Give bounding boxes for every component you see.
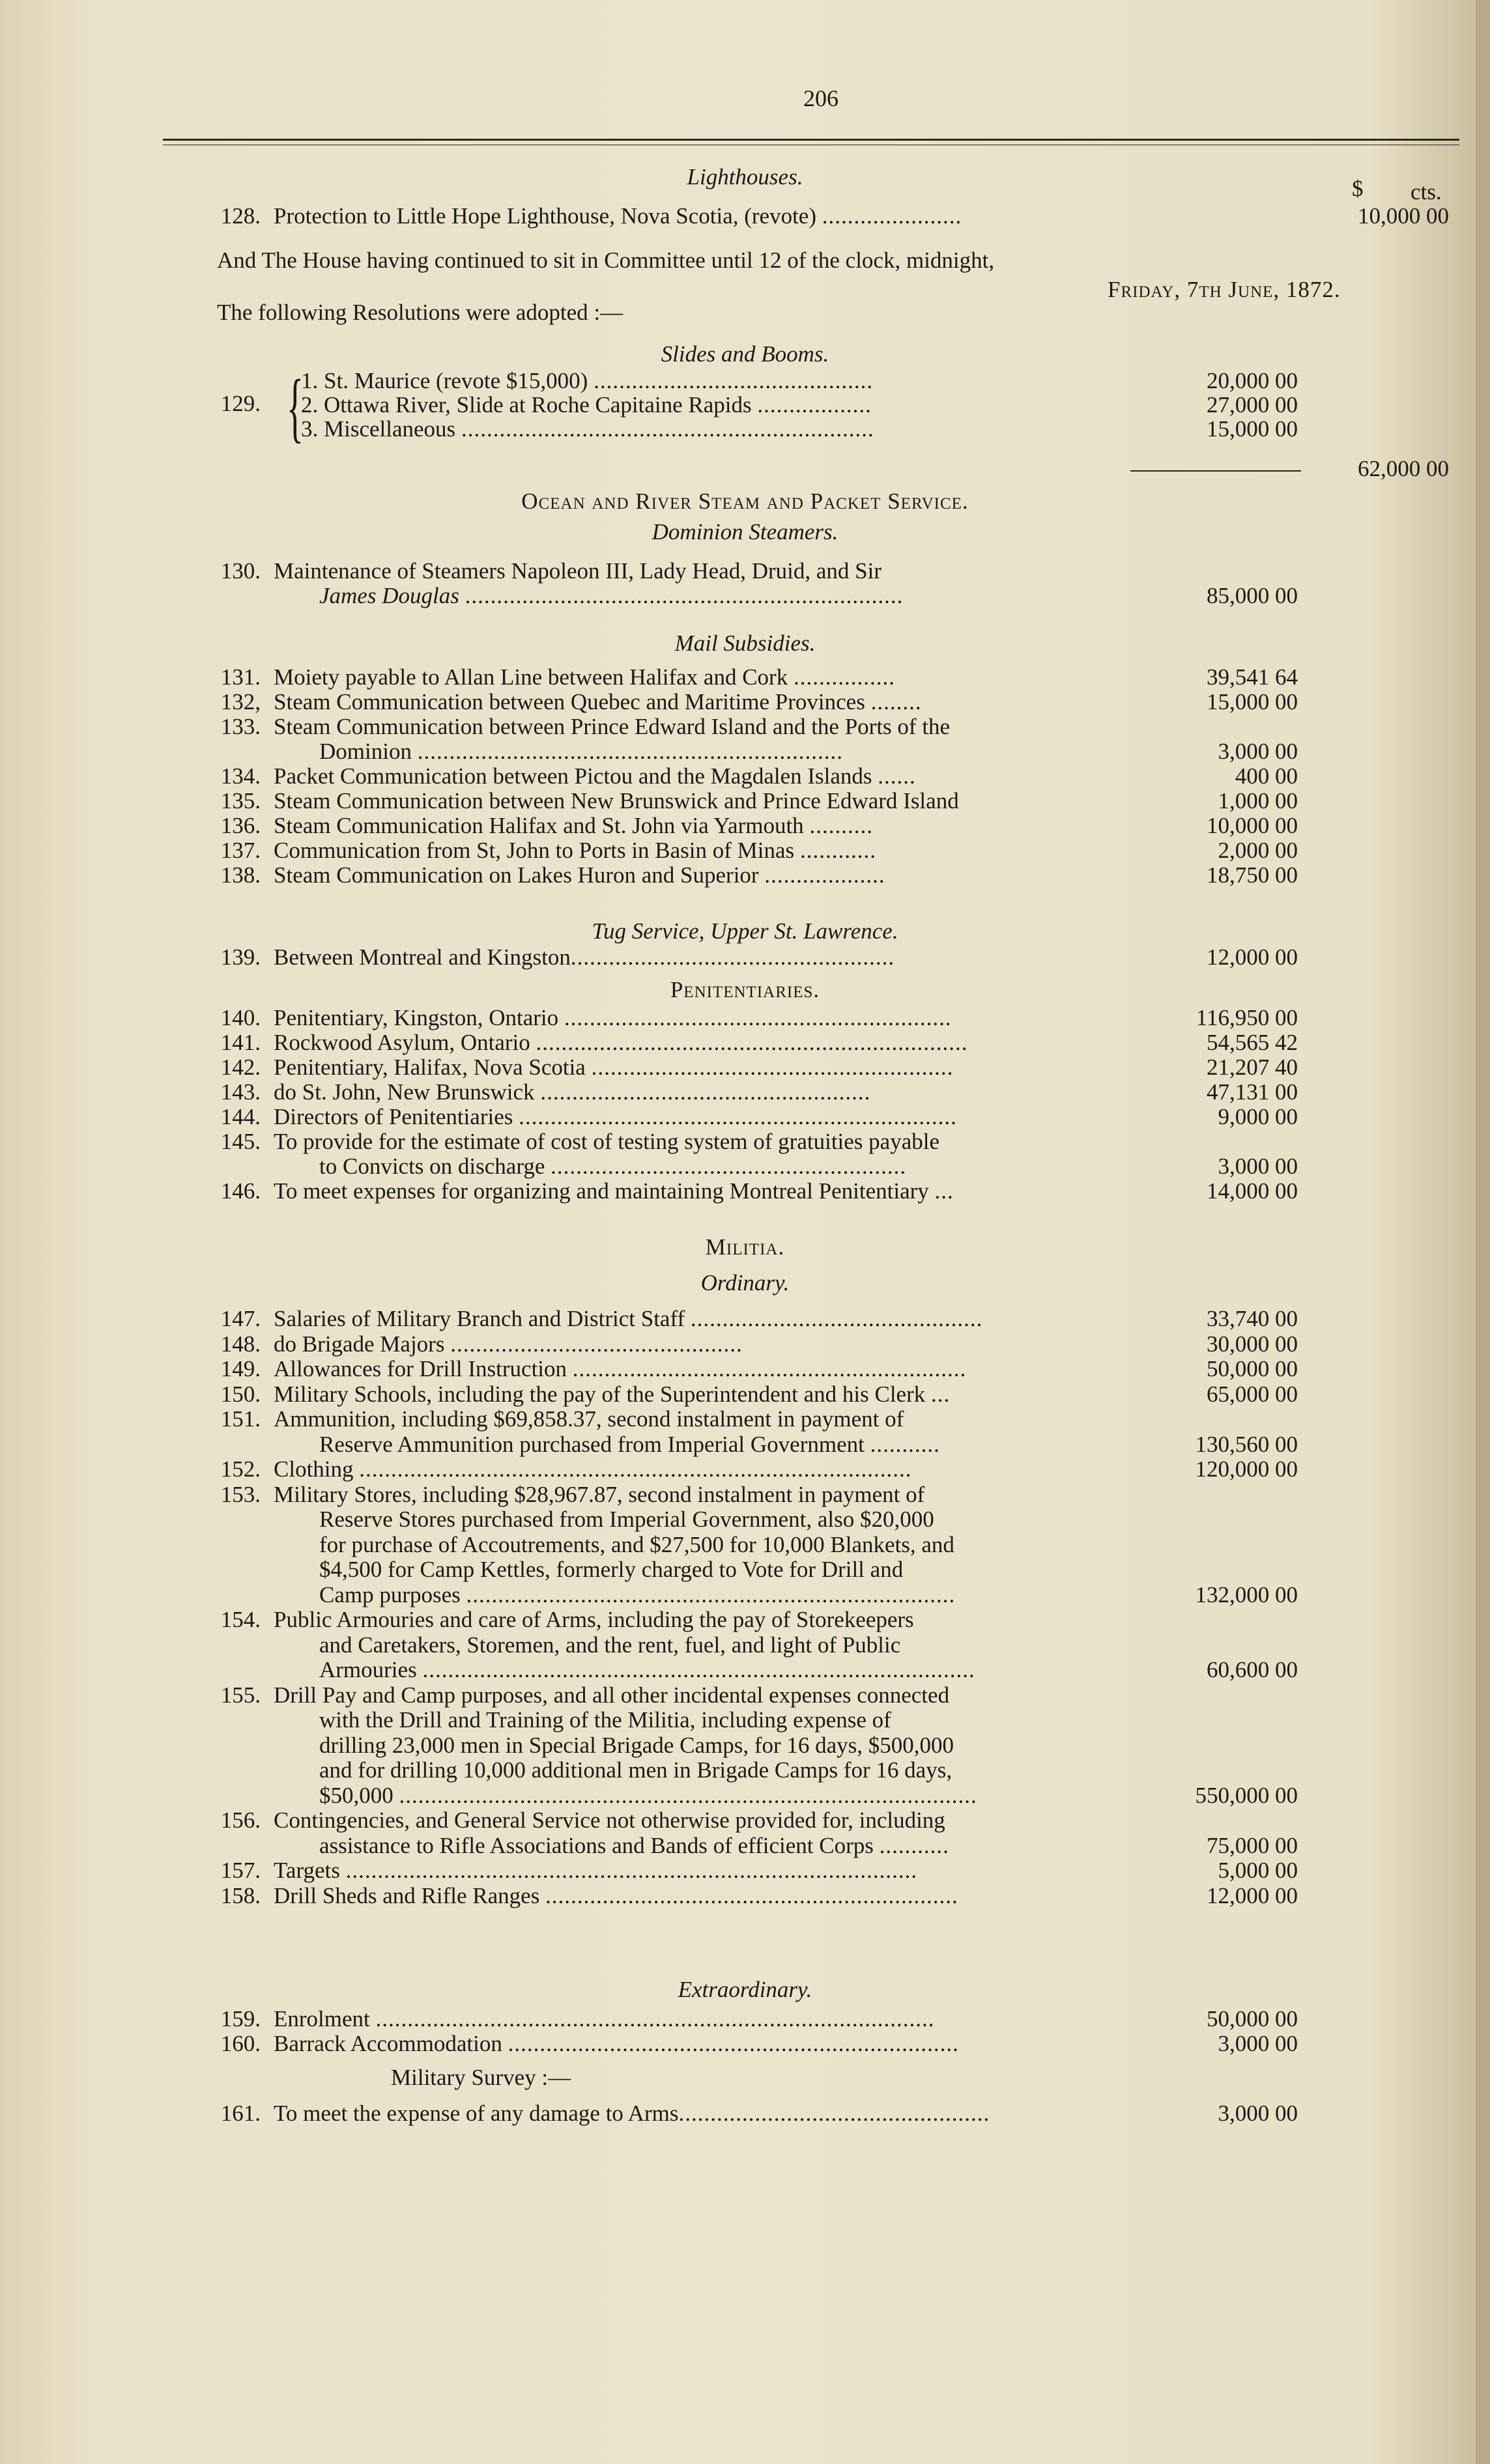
item-number: 155. bbox=[220, 1682, 261, 1708]
item-amount: 54,565 42 bbox=[1207, 1030, 1298, 1055]
item-number: 153. bbox=[220, 1481, 261, 1507]
item-amount: 400 00 bbox=[1235, 763, 1298, 789]
item-amount: 2,000 00 bbox=[1218, 838, 1298, 863]
item-amount: 10,000 00 bbox=[1207, 813, 1298, 838]
leader-dots: ........................................................................................ bbox=[375, 2006, 935, 2032]
item-text: Penitentiary, Halifax, Nova Scotia bbox=[274, 1055, 586, 1080]
item-number: 158. bbox=[220, 1882, 261, 1908]
item-amount: 9,000 00 bbox=[1218, 1104, 1298, 1129]
military-survey-heading: Military Survey :— bbox=[391, 2065, 571, 2090]
cents-column-label: cts. bbox=[1411, 179, 1442, 205]
leader-dots: ........ bbox=[870, 689, 922, 715]
item-number: 154. bbox=[220, 1607, 261, 1632]
item-number: 133. bbox=[220, 714, 261, 739]
item-text: Barrack Accommodation bbox=[274, 2031, 502, 2056]
item-number: 136. bbox=[220, 813, 261, 838]
item-text: $4,500 for Camp Kettles, formerly charged to Vote for Drill and bbox=[319, 1557, 904, 1582]
leader-dots: .............................................. bbox=[690, 1306, 983, 1331]
item-amount: 10,000 00 bbox=[1358, 203, 1449, 229]
item-number: 142. bbox=[220, 1055, 261, 1080]
item-amount: 3,000 00 bbox=[1218, 739, 1298, 764]
item-text: Contingencies, and General Service not otherwise provided for, including bbox=[274, 1807, 945, 1833]
item-text: Camp purposes bbox=[319, 1581, 461, 1607]
item-amount: 120,000 00 bbox=[1195, 1456, 1298, 1482]
item-text: Communication from St, John to Ports in Basin of Minas bbox=[274, 838, 795, 863]
leader-dots: ................................................................. bbox=[545, 1882, 958, 1908]
item-text: Armouries bbox=[319, 1657, 417, 1682]
header-rule bbox=[163, 139, 1459, 141]
item-amount: 5,000 00 bbox=[1218, 1858, 1298, 1883]
item-text: and Caretakers, Storemen, and the rent, fuel, and light of Public bbox=[319, 1632, 901, 1658]
leader-dots: ....................................................................................... bbox=[422, 1657, 975, 1682]
item-amount: 130,560 00 bbox=[1195, 1431, 1298, 1457]
item-amount: 14,000 00 bbox=[1207, 1178, 1298, 1204]
page-edge bbox=[1476, 0, 1490, 2464]
item-text: Allowances for Drill Instruction bbox=[274, 1356, 567, 1381]
item-text: for purchase of Accoutrements, and $27,500 for 10,000 Blankets, and bbox=[319, 1531, 954, 1557]
item-number: 148. bbox=[220, 1331, 261, 1357]
leader-dots: .................................................... bbox=[540, 1079, 871, 1105]
item-number: 134. bbox=[220, 763, 261, 789]
item-text: Reserve Stores purchased from Imperial Government, also $20,000 bbox=[319, 1507, 934, 1532]
item-text: Targets bbox=[274, 1858, 340, 1883]
item-amount: 20,000 00 bbox=[1207, 368, 1298, 393]
item-number: 161. bbox=[220, 2101, 261, 2126]
item-text: $50,000 bbox=[319, 1782, 394, 1808]
leader-dots: ............................................................. bbox=[564, 1005, 952, 1030]
leader-dots: ..................................................................... bbox=[519, 1104, 957, 1129]
item-text: 1. St. Maurice (revote $15,000) bbox=[301, 368, 588, 393]
item-number: 159. bbox=[220, 2006, 261, 2032]
leader-dots: ................................................................... bbox=[417, 739, 843, 764]
leader-dots: ................................................. bbox=[678, 2101, 990, 2126]
tug-service-heading: Tug Service, Upper St. Lawrence. bbox=[592, 918, 898, 944]
brace-glyph: { bbox=[287, 363, 304, 450]
leader-dots: ........... bbox=[879, 1832, 949, 1858]
item-text: Drill Pay and Camp purposes, and all other incidental expenses connected bbox=[274, 1682, 950, 1708]
item-amount: 1,000 00 bbox=[1218, 788, 1298, 814]
item-text: with the Drill and Training of the Militia, including expense of bbox=[319, 1707, 891, 1733]
item-text: Steam Communication between Quebec and Maritime Provinces bbox=[274, 689, 865, 715]
item-amount: 27,000 00 bbox=[1207, 392, 1298, 418]
ordinary-heading: Ordinary. bbox=[700, 1270, 790, 1296]
leader-dots: ....................................................................... bbox=[508, 2031, 959, 2056]
leader-dots: .......................................................................................... bbox=[345, 1858, 918, 1883]
item-amount: 12,000 00 bbox=[1207, 944, 1298, 970]
leader-dots: ........... bbox=[870, 1431, 940, 1457]
item-number: 141. bbox=[220, 1030, 261, 1055]
item-amount: 33,740 00 bbox=[1207, 1306, 1298, 1331]
leader-dots: .................. bbox=[757, 392, 872, 418]
leader-dots: ... bbox=[934, 1178, 954, 1204]
item-number: 140. bbox=[220, 1005, 261, 1030]
slides-total: 62,000 00 bbox=[1358, 456, 1449, 481]
item-text: Maintenance of Steamers Napoleon III, Lady Head, Druid, and Sir bbox=[274, 558, 882, 584]
item-text: 3. Miscellaneous bbox=[301, 416, 456, 442]
committee-line: And The House having continued to sit in Committee until 12 of the clock, midnight, bbox=[217, 248, 995, 273]
leader-dots: .................................................................... bbox=[536, 1030, 968, 1055]
item-text: Steam Communication between Prince Edward Island and the Ports of the bbox=[274, 714, 951, 739]
date-line: Friday, 7th June, 1872. bbox=[1108, 277, 1341, 302]
item-amount: 132,000 00 bbox=[1195, 1581, 1298, 1607]
item-amount: 75,000 00 bbox=[1207, 1832, 1298, 1858]
leader-dots: ... bbox=[931, 1381, 951, 1407]
mail-subsidies-heading: Mail Subsidies. bbox=[674, 630, 816, 656]
item-number: 145. bbox=[220, 1129, 261, 1154]
item-amount: 30,000 00 bbox=[1207, 1331, 1298, 1357]
item-number: 131. bbox=[220, 664, 261, 690]
leader-dots: ...... bbox=[878, 763, 916, 789]
item-number: 139. bbox=[220, 944, 261, 970]
leader-dots: ................................................... bbox=[570, 944, 895, 970]
item-amount: 550,000 00 bbox=[1195, 1782, 1298, 1808]
leader-dots: .............................................. bbox=[450, 1331, 743, 1357]
item-text: Salaries of Military Branch and District Staff bbox=[274, 1306, 685, 1331]
item-number: 149. bbox=[220, 1356, 261, 1381]
item-text: Clothing bbox=[274, 1456, 354, 1482]
item-number: 151. bbox=[220, 1406, 261, 1432]
leader-dots: ........................................................................................... bbox=[399, 1782, 977, 1808]
item-amount: 60,600 00 bbox=[1207, 1657, 1298, 1682]
item-amount: 15,000 00 bbox=[1207, 416, 1298, 442]
item-text: Moiety payable to Allan Line between Halifax and Cork bbox=[274, 664, 788, 690]
page-number: 206 bbox=[803, 85, 838, 111]
dollar-column-label: $ bbox=[1352, 176, 1364, 201]
item-number: 147. bbox=[220, 1306, 261, 1331]
item-number: 160. bbox=[220, 2031, 261, 2056]
item-text: Penitentiary, Kingston, Ontario bbox=[274, 1005, 559, 1030]
leader-dots: ......................................................... bbox=[591, 1055, 954, 1080]
leader-dots: ................................................................. bbox=[461, 416, 874, 442]
item-text: Drill Sheds and Rifle Ranges bbox=[274, 1882, 540, 1908]
leader-dots: ...................... bbox=[822, 203, 962, 229]
item-number: 150. bbox=[220, 1381, 261, 1407]
item-text: Rockwood Asylum, Ontario bbox=[274, 1030, 530, 1055]
item-number: 146. bbox=[220, 1178, 261, 1204]
item-number: 130. bbox=[220, 558, 261, 584]
leader-dots: ................... bbox=[764, 862, 885, 888]
item-text: Directors of Penitentiaries bbox=[274, 1104, 513, 1129]
item-text: Ammunition, including $69,858.37, second instalment in payment of bbox=[274, 1406, 904, 1432]
item-text: assistance to Rifle Associations and Bands of efficient Corps bbox=[319, 1832, 874, 1858]
militia-heading: Militia. bbox=[705, 1234, 785, 1260]
item-amount: 65,000 00 bbox=[1207, 1381, 1298, 1407]
leader-dots: .......... bbox=[809, 813, 873, 838]
penitentiaries-heading: Penitentiaries. bbox=[670, 977, 820, 1002]
item-text: 2. Ottawa River, Slide at Roche Capitaine Rapids bbox=[301, 392, 752, 418]
item-amount: 3,000 00 bbox=[1218, 1154, 1298, 1179]
dominion-steamers-heading: Dominion Steamers. bbox=[652, 519, 838, 545]
item-text: Military Stores, including $28,967.87, second instalment in payment of bbox=[274, 1481, 925, 1507]
leader-dots: ................ bbox=[793, 664, 895, 690]
item-number: 156. bbox=[220, 1807, 261, 1833]
item-text: Steam Communication on Lakes Huron and Superior bbox=[274, 862, 759, 888]
leader-dots: .............................................................. bbox=[572, 1356, 967, 1381]
item-number: 157. bbox=[220, 1858, 261, 1883]
item-text: Between Montreal and Kingston bbox=[274, 944, 571, 970]
item-number: 144. bbox=[220, 1104, 261, 1129]
item-amount: 21,207 40 bbox=[1207, 1055, 1298, 1080]
resolutions-line: The following Resolutions were adopted :— bbox=[217, 300, 623, 325]
item-text: James Douglas bbox=[319, 583, 459, 608]
item-text: Steam Communication Halifax and St. John via Yarmouth bbox=[274, 813, 804, 838]
total-rule bbox=[1130, 470, 1301, 472]
item-amount: 39,541 64 bbox=[1207, 664, 1298, 690]
item-amount: 15,000 00 bbox=[1207, 689, 1298, 715]
item-text: Protection to Little Hope Lighthouse, Nova Scotia, (revote) bbox=[274, 203, 816, 229]
lighthouses-heading: Lighthouses. bbox=[687, 164, 803, 190]
item-text: Reserve Ammunition purchased from Imperial Government bbox=[319, 1431, 865, 1457]
item-number: 152. bbox=[220, 1456, 261, 1482]
item-number: 129. bbox=[220, 391, 261, 416]
item-text: and for drilling 10,000 additional men in Brigade Camps for 16 days, bbox=[319, 1757, 953, 1783]
item-text: do St. John, New Brunswick bbox=[274, 1079, 535, 1105]
item-text: Public Armouries and care of Arms, including the pay of Storekeepers bbox=[274, 1607, 914, 1632]
item-text: To meet expenses for organizing and maintaining Montreal Penitentiary bbox=[274, 1178, 929, 1204]
item-text: Military Schools, including the pay of the Superintendent and his Clerk bbox=[274, 1381, 926, 1407]
item-text: Steam Communication between New Brunswick and Prince Edward Island bbox=[274, 788, 959, 814]
item-text: Dominion bbox=[319, 739, 412, 764]
item-text: do Brigade Majors bbox=[274, 1331, 445, 1357]
item-amount: 50,000 00 bbox=[1207, 1356, 1298, 1381]
item-amount: 116,950 00 bbox=[1196, 1005, 1298, 1030]
item-amount: 18,750 00 bbox=[1207, 862, 1298, 888]
leader-dots: ........................................................ bbox=[551, 1154, 907, 1179]
extraordinary-heading: Extraordinary. bbox=[678, 1977, 812, 2002]
item-number: 128. bbox=[220, 203, 261, 229]
item-number: 132, bbox=[220, 689, 261, 715]
item-text: drilling 23,000 men in Special Brigade Camps, for 16 days, $500,000 bbox=[319, 1732, 954, 1758]
item-amount: 3,000 00 bbox=[1218, 2101, 1298, 2126]
item-number: 138. bbox=[220, 862, 261, 888]
leader-dots: ............ bbox=[799, 838, 876, 863]
item-text: to Convicts on discharge bbox=[319, 1154, 545, 1179]
item-amount: 85,000 00 bbox=[1207, 583, 1298, 608]
item-amount: 50,000 00 bbox=[1207, 2006, 1298, 2032]
item-text: To meet the expense of any damage to Arms bbox=[274, 2101, 679, 2126]
leader-dots: ....................................................................................... bbox=[359, 1456, 912, 1482]
item-number: 143. bbox=[220, 1079, 261, 1105]
item-text: Enrolment bbox=[274, 2006, 370, 2032]
slides-heading: Slides and Booms. bbox=[661, 341, 829, 367]
leader-dots: ..................................................................... bbox=[465, 583, 904, 608]
item-text: Packet Communication between Pictou and the Magdalen Islands bbox=[274, 763, 872, 789]
item-amount: 47,131 00 bbox=[1207, 1079, 1298, 1105]
item-number: 137. bbox=[220, 838, 261, 863]
item-amount: 3,000 00 bbox=[1218, 2031, 1298, 2056]
leader-dots: ............................................ bbox=[594, 368, 874, 393]
item-text: To provide for the estimate of cost of testing system of gratuities payable bbox=[274, 1129, 940, 1154]
ocean-heading: Ocean and River Steam and Packet Service. bbox=[521, 489, 969, 514]
item-amount: 12,000 00 bbox=[1207, 1882, 1298, 1908]
item-number: 135. bbox=[220, 788, 261, 814]
leader-dots: ............................................................................. bbox=[466, 1581, 956, 1607]
